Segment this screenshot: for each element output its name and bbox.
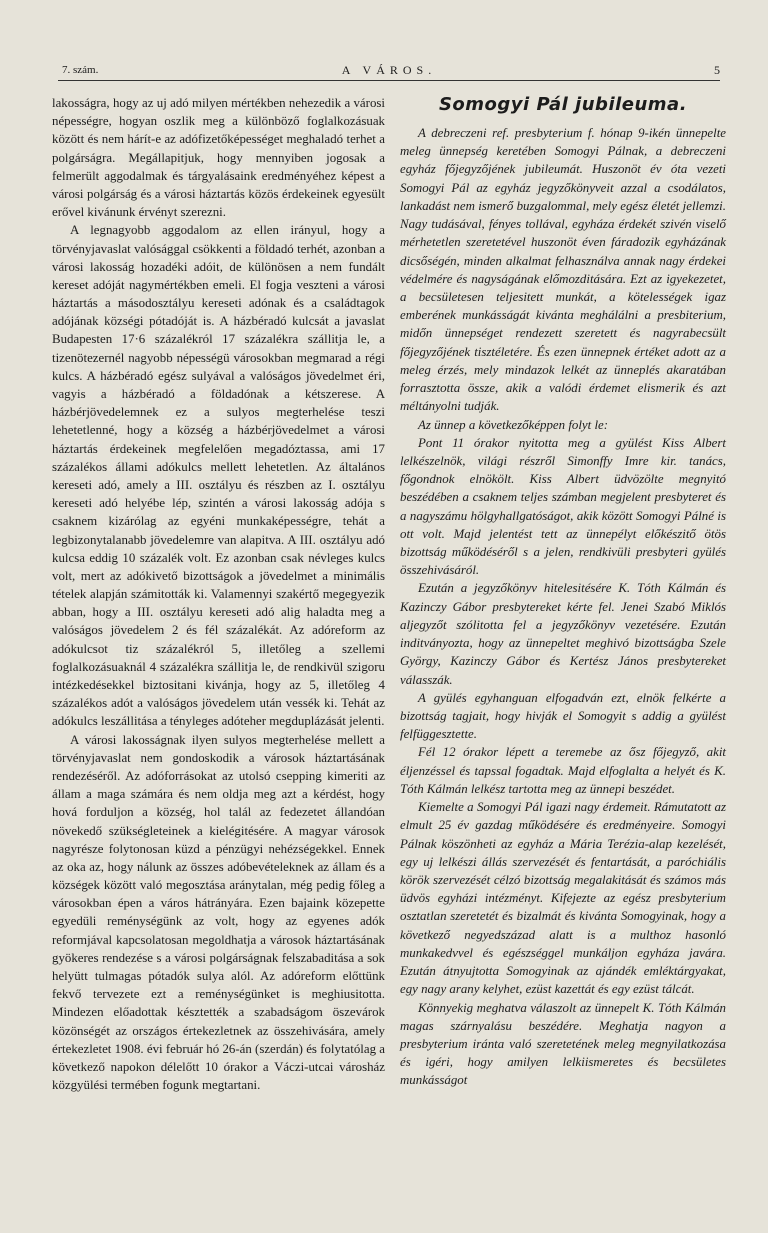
article-title: Somogyi Pál jubileuma. bbox=[438, 94, 688, 115]
page-header bbox=[58, 62, 720, 81]
right-paragraph-4: Ezután a jegyzőkönyv hitelesitésére K. Tóth Kálmán és Kazinczy Gábor presbytereket kérte fel. Jenei Szabó Miklós aljegyzőt szólitotta fel a jegyzőkönyv vezetésére. Ezután inditványozta, hogy az ünnepeltet meghivó bizottságba Szele György, Kazinczy Gábor és Kertész János presbytereket válasszák. bbox=[400, 581, 726, 687]
right-paragraph-7: Kiemelte a Somogyi Pál igazi nagy érdemeit. Rámutatott az elmult 25 év gazdag működésére és eredményeire. Somogyi Pálnak köszönheti az egyház a Mária Terézia-alap kezelését, egy uj lelkészi állás szervezését és fentartását, a paróchiális körök szervezését célzó bizottság megalakitását és számos más üdvös egyházi intézményt. Kifejezte az egész presbyterium osztatlan szeretetét és bizalmát és kivánta Somogyinak, hogy a következő negyedszázad alatt is a multhoz hasonló munkakedvvel és egészséggel munkáljon egyháza javára. Ezután átnyujtotta Somogyinak az ajándék emléktárgyakat, egy nagy arany kelyhet, ezüst kazettát és egy ezüst tálcát. bbox=[400, 800, 726, 997]
right-paragraph-8: Könnyekig meghatva válaszolt az ünnepelt K. Tóth Kálmán magas szárnyalásu beszédére. Meghatja nagyon a presbyterium iránta való szeretetének meleg megnyilatkozása és igéri, hogy amilyen lelkiismeretes és becsületes munkásságot bbox=[400, 1000, 726, 1088]
right-paragraph-6: Fél 12 órakor lépett a teremebe az ősz főjegyző, akit éljenzéssel és tapssal fogadtak. Majd elfoglalta a helyét és K. Tóth Kálmán lelkész tartotta meg az ünnepi beszédet. bbox=[400, 745, 726, 796]
left-column bbox=[52, 94, 385, 1094]
issue-number: 7. szám. bbox=[62, 64, 99, 76]
left-paragraph-2: A legnagyobb aggodalom az ellen irányul, hogy a törvényjavaslat valósággal csökkenti a földadó terhét, azonban a városi lakosság hozadéki adóit, de különösen a nem fundált kereset adóját nagymértékben emeli. El fogja veszteni a városi háztartás a másodosztályu kereseti adónak és a családtagok adójának községi pótadóját is. A házbéradó kulcsát a javaslat Budapesten 17·6 százalékról 17 százalékra szállitja le, a tizenötezernél nagyobb népességü városokban megmarad a régi kulcs. A házbéradó egész sulyával a valóságos jövedelmet éri, vagyis a házbéradó a földadónak a kétszerese. A házbérjövedelemnek ez a sulyos megterhelése teszi lehetetlenné, hogy a község a házbérjövedelmet a városi háztartás érdekeinek megfelelően megadóztassa, ami 17 százalékos állami adókulcs mellett lehetetlen. Az általános kereseti adó, amely a III. osztályu és részben az I. osztályu kereseti adó helyébe lép, szintén a városi lakosság adója s csaknem kizárólag az egyéni munkaképességre, tehát a legbizonytalanabb jövedelemre van alapitva. A III. osztályu adó kulcsa eddig 10 százalék volt. Ez azonban csak névleges kulcs volt, mert az adókivető bizottságok a jövedelmet a minimális tételek alapján számitották ki. Valamennyi szakértő megegyezik abban, hogy a III. osztályu kereseti adó alig haladta meg a valóságos jövedelem 2 és fél százalékát. Az adóreform az adókulcsot tiz százalékról 5, illetőleg a szellemi foglalkozásuaknál 4 százalékra szállitja le, de rendkivül szigoru intézkedésekkel biztositani kivánja, hogy az 5, illetőleg 4 százalékos adót a valóságos jövedelem után vessék ki. Tehát az adókulcs leszállitása a tényleges adóteher megduplázását jelenti. bbox=[52, 223, 385, 729]
page-number: 5 bbox=[714, 63, 720, 77]
left-paragraph-3: A városi lakosságnak ilyen sulyos megterhelése mellett a törvényjavaslat nem gondoskodik a városok háztartásának rendezéséről. Az adóforrásokat az utolsó csepping kimeriti az állam a maga számára és nem oldja meg azt a kérdést, hogy hová forduljon a község, hol talál az fedezetet állandóan növekedő szükségleteinek a kielégitésére. A magyar városok nagyrésze folytonosan küzd a pénzügyi nehézségekkel. Ennek az oka az, hogy nálunk az összes adóbevételeknek az állam és a községek között való megosztása aránytalan, még pedig főleg a városokban épen a város hátrányára. Ezen bajaink közepette egyedüli reménységünk az volt, hogy az egyenes adók reformjával kapcsolatosan megoldhatja a városok háztartásának gyökeres rendezése s a városi polgárságnak felszabaditása a sok helyütt tulmagas pótadók sulya alól. Az adóreform előttünk fekvő tervezete ezt a reménységünket is meghiusitotta. Mindezen előadottak késztették a szabadságom öszevárok közönségét az országos értekezletnek az összehivására, amely értekezletet 1908. évi február hó 26-án (szerdán) és folytatólag a következő napokon délelőtt 10 órakor a Váczi-utcai városház közgyülési termében fogunk megtartani. bbox=[52, 732, 385, 1093]
left-paragraph-1: lakosságra, hogy az uj adó milyen mértékben nehezedik a városi népességre, hogyan oszlik meg a különböző foglalkozásuak között és nem hárít-e az adófizetőképességet meghaladó terhet a polgárságra. Megállapitjuk, hogy mennyiben jogosak a felmerült aggodalmak és tárgyalásaink eredményéhez képest a városi polgárság és a városi háztartás közös érdekeinek egyesült erővel kivánunk érvényt szerezni. bbox=[52, 96, 385, 220]
right-paragraph-1: A debreczeni ref. presbyterium f. hónap 9-ikén ünnepelte meleg ünnepség keretében Somogyi Pálnak, a debreczeni egyház főjegyzőjének jubileumát. Huszonöt év óta vezeti Somogyi Pál az egyház jegyzőkönyveit azzal a csodálatos, lankadást nem ismerő buzgalommal, mely egész életét jellemzi. Nagy tudásával, fényes tollával, egyháza érdekét szivén viselő mérhetetlen szeretetével huszonöt éven fáradozik egyházának dicsőségén, minden alkalmat felhasználva annak nagy érdekei védelmére és nagyságának előmozditására. Ezt az igyekezetet, a becsületesen teljesitett munkát, a kötelességek igaz emberének munkásságát kivánta meghálálni a presbiterium, midőn ünnepséget rendezett szeretett és nagyrabecsült főjegyzőjének tisztéletére. És ezen ünnepnek értéket adott az a meleg érzés, mely mindazok lelkét az ünneplés akaratában forrasztotta össze, akik a valódi érdemet elismerik és azt méltányolni tudják. bbox=[400, 126, 726, 414]
right-column bbox=[400, 94, 726, 1090]
newspaper-title: A VÁROS. bbox=[341, 63, 437, 77]
right-paragraph-3: Pont 11 órakor nyitotta meg a gyülést Kiss Albert lelkészelnök, világi részről Simonffy Imre kir. tanács, főgondnok elnökölt. Kiss Albert üdvözölte megnyitó beszédében a csaknem teljes számban megjelent presbyteret és a nagyszámu hölgyhallgatóságot, akik között Somogyi Pálné is ott volt. Majd jelentést tett az ünnepélyt előkészitő ötös bizottság működéséről s a jelen, rendkivüli presbyteri gyülés összehivásáról. bbox=[400, 435, 726, 578]
right-paragraph-5: A gyülés egyhanguan elfogadván ezt, elnök felkérte a bizottság tagjait, hogy hivják el Somogyit s addig a gyülést felfüggesztette. bbox=[400, 690, 726, 742]
right-paragraph-2: Az ünnep a következőképpen folyt le: bbox=[418, 417, 609, 432]
